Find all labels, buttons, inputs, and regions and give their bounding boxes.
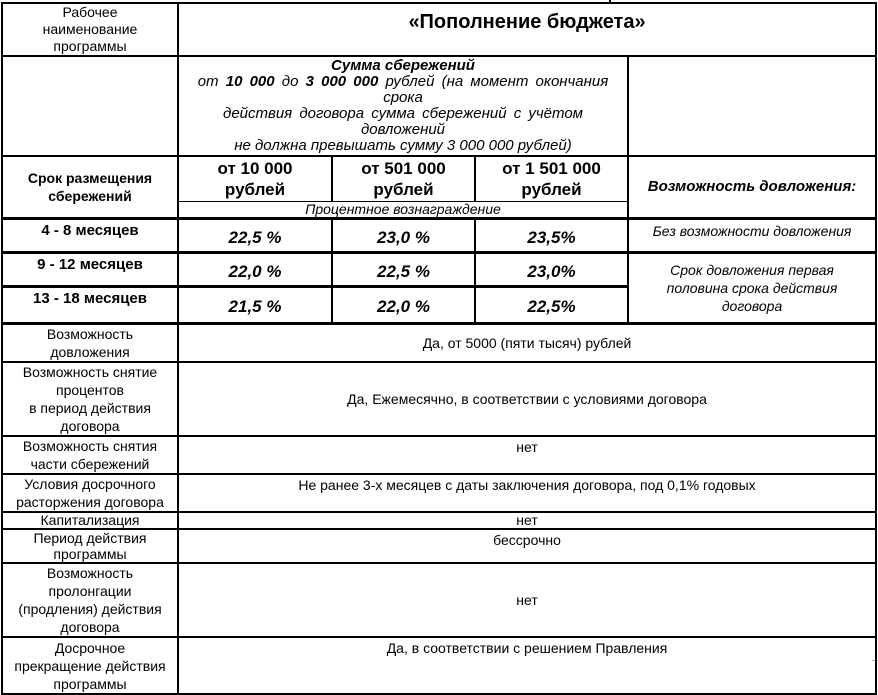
info-value-addition: Да, от 5000 (пяти тысяч) рублей [178, 323, 876, 362]
rate-subheader: Процентное вознаграждение [178, 201, 628, 218]
amount-header-2: от 501 000 рублей [332, 156, 475, 201]
savings-sum-line4: не должна превышать сумму 3 000 000 рублей) [234, 137, 572, 154]
info-value-capitalization: нет [178, 512, 876, 529]
rate-cell: 23,0% [475, 252, 628, 286]
savings-sum-title: Сумма сбережений [331, 57, 475, 74]
rate-cell: 22,0 % [178, 252, 332, 286]
term-cell-3: 13 - 18 месяцев [2, 286, 178, 323]
info-label-early-program-end: Досрочное прекращение действия программы [2, 637, 178, 694]
rate-cell: 22,5 % [332, 252, 475, 286]
savings-program-table [1, 2, 877, 695]
info-label-capitalization: Капитализация [2, 512, 178, 529]
savings-sum-line3: действия договора сумма сбережений с учётом довложений [223, 105, 583, 138]
program-title: «Пополнение бюджета» [178, 3, 876, 56]
info-label-program-period: Период действия программы [2, 529, 178, 563]
rate-cell: 23,5% [475, 218, 628, 252]
empty-cell [628, 56, 876, 156]
no-addition-note: Без возможности довложения [628, 218, 876, 252]
info-value-program-period: бессрочно [178, 529, 876, 563]
info-label-early-termination: Условия досрочного расторжения договора [2, 474, 178, 512]
info-value-prolongation: нет [178, 563, 876, 637]
info-value-early-program-end: Да, в соответствии с решением Правления [178, 637, 876, 694]
addition-term-note: Срок довложения первая половина срока действия договора [628, 252, 876, 323]
rate-cell: 22,0 % [332, 286, 475, 323]
info-value-partial-withdrawal: нет [178, 436, 876, 474]
amount-header-1: от 10 000 рублей [178, 156, 332, 201]
term-cell-1: 4 - 8 месяцев [2, 218, 178, 252]
savings-sum-line2: от 10 000 до 3 000 000 рублей (на момент окончания срока [197, 73, 609, 106]
rate-cell: 22,5 % [178, 218, 332, 252]
term-column-header: Срок размещения сбережений [2, 156, 178, 218]
info-label-interest-withdrawal: Возможность снятие процентов в период действия договора [2, 362, 178, 436]
empty-cell [2, 56, 178, 156]
info-value-interest-withdrawal: Да, Ежемесячно, в соответствии с условиями договора [178, 362, 876, 436]
info-value-early-termination: Не ранее 3-х месяцев с даты заключения договора, под 0,1% годовых [178, 474, 876, 512]
rate-cell: 21,5 % [178, 286, 332, 323]
rate-cell: 22,5% [475, 286, 628, 323]
program-name-label: Рабочее наименование программы [2, 3, 178, 56]
term-cell-2: 9 - 12 месяцев [2, 252, 178, 286]
info-label-prolongation: Возможность пролонгации (продления) действия договора [2, 563, 178, 637]
info-label-addition: Возможность довложения [2, 323, 178, 362]
rate-cell: 23,0 % [332, 218, 475, 252]
savings-sum-cell [178, 56, 628, 156]
addition-possibility-header: Возможность довложения: [628, 156, 876, 218]
amount-header-3: от 1 501 000 рублей [475, 156, 628, 201]
info-label-partial-withdrawal: Возможность снятия части сбережений [2, 436, 178, 474]
